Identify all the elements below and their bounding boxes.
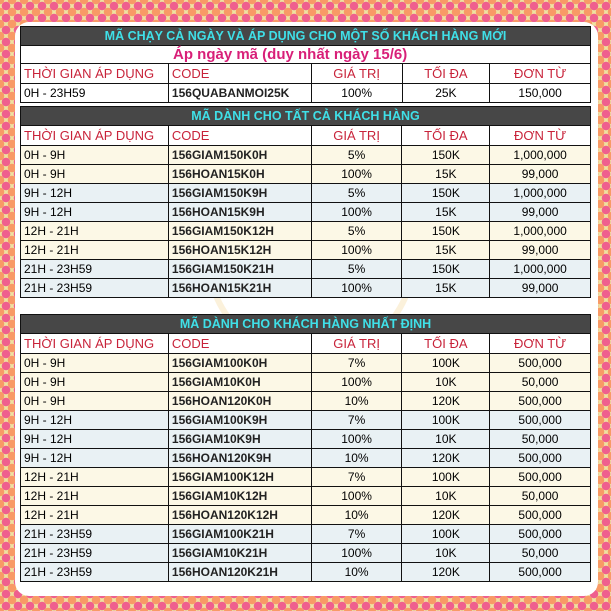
column-header: GIÁ TRỊ — [311, 334, 402, 354]
code-cell: 156GIAM150K12H — [168, 222, 311, 241]
table-all-customers — [20, 106, 591, 298]
max-cell: 120K — [402, 392, 490, 411]
value-cell: 5% — [311, 260, 402, 279]
code-cell: 156GIAM100K9H — [168, 411, 311, 430]
min-order-cell: 500,000 — [490, 392, 591, 411]
value-cell: 100% — [311, 279, 402, 298]
code-cell: 156HOAN120K21H — [168, 563, 311, 582]
column-header: TỐI ĐA — [402, 126, 490, 146]
time-cell: 21H - 23H59 — [21, 260, 169, 279]
max-cell: 10K — [402, 544, 490, 563]
time-cell: 0H - 9H — [21, 392, 169, 411]
table-row — [21, 354, 591, 373]
code-cell: 156GIAM150K0H — [168, 146, 311, 165]
table-row — [21, 544, 591, 563]
max-cell: 150K — [402, 184, 490, 203]
code-cell: 156HOAN120K9H — [168, 449, 311, 468]
max-cell: 100K — [402, 354, 490, 373]
column-header: ĐƠN TỪ — [490, 334, 591, 354]
time-cell: 12H - 21H — [21, 222, 169, 241]
code-cell: 156HOAN15K12H — [168, 241, 311, 260]
value-cell: 5% — [311, 146, 402, 165]
value-cell: 100% — [311, 373, 402, 392]
value-cell: 7% — [311, 354, 402, 373]
time-cell: 12H - 21H — [21, 487, 169, 506]
column-header: ĐƠN TỪ — [490, 64, 591, 84]
min-order-cell: 1,000,000 — [490, 260, 591, 279]
max-cell: 15K — [402, 203, 490, 222]
min-order-cell: 500,000 — [490, 468, 591, 487]
code-cell: 156GIAM10K12H — [168, 487, 311, 506]
value-cell: 7% — [311, 525, 402, 544]
table-row — [21, 373, 591, 392]
code-cell: 156GIAM100K0H — [168, 354, 311, 373]
max-cell: 25K — [402, 84, 490, 103]
max-cell: 10K — [402, 373, 490, 392]
time-cell: 12H - 21H — [21, 506, 169, 525]
value-cell: 100% — [311, 544, 402, 563]
time-cell: 21H - 23H59 — [21, 563, 169, 582]
time-cell: 9H - 12H — [21, 411, 169, 430]
table-title: MÃ DÀNH CHO KHÁCH HÀNG NHẤT ĐỊNH — [21, 315, 591, 334]
max-cell: 10K — [402, 430, 490, 449]
column-header: CODE — [168, 64, 311, 84]
max-cell: 150K — [402, 222, 490, 241]
value-cell: 5% — [311, 222, 402, 241]
value-cell: 7% — [311, 411, 402, 430]
min-order-cell: 50,000 — [490, 373, 591, 392]
column-header-row — [21, 126, 591, 146]
value-cell: 7% — [311, 468, 402, 487]
max-cell: 15K — [402, 241, 490, 260]
table-row — [21, 84, 591, 103]
time-cell: 21H - 23H59 — [21, 525, 169, 544]
min-order-cell: 50,000 — [490, 544, 591, 563]
max-cell: 100K — [402, 411, 490, 430]
code-cell: 156GIAM100K12H — [168, 468, 311, 487]
min-order-cell: 99,000 — [490, 165, 591, 184]
code-cell: 156HOAN15K9H — [168, 203, 311, 222]
table-row — [21, 260, 591, 279]
time-cell: 9H - 12H — [21, 449, 169, 468]
time-cell: 12H - 21H — [21, 241, 169, 260]
table-title: MÃ CHẠY CẢ NGÀY VÀ ÁP DỤNG CHO MỘT SỐ KHÁCH HÀNG MỚI — [21, 27, 591, 46]
max-cell: 15K — [402, 279, 490, 298]
column-header: ĐƠN TỪ — [490, 126, 591, 146]
time-cell: 9H - 12H — [21, 430, 169, 449]
value-cell: 100% — [311, 203, 402, 222]
time-cell: 0H - 9H — [21, 373, 169, 392]
value-cell: 10% — [311, 563, 402, 582]
max-cell: 120K — [402, 449, 490, 468]
code-cell: 156QUABANMOI25K — [168, 84, 311, 103]
min-order-cell: 1,000,000 — [490, 222, 591, 241]
value-cell: 100% — [311, 84, 402, 103]
column-header: THỜI GIAN ÁP DỤNG — [21, 64, 169, 84]
code-cell: 156GIAM10K0H — [168, 373, 311, 392]
value-cell: 100% — [311, 165, 402, 184]
time-cell: 9H - 12H — [21, 184, 169, 203]
column-header: THỜI GIAN ÁP DỤNG — [21, 334, 169, 354]
table-row — [21, 487, 591, 506]
max-cell: 100K — [402, 468, 490, 487]
column-header: CODE — [168, 126, 311, 146]
code-cell: 156GIAM10K21H — [168, 544, 311, 563]
value-cell: 100% — [311, 241, 402, 260]
min-order-cell: 99,000 — [490, 241, 591, 260]
min-order-cell: 1,000,000 — [490, 146, 591, 165]
max-cell: 120K — [402, 563, 490, 582]
overlay-note: Áp ngày mã (duy nhất ngày 15/6) — [21, 46, 591, 64]
column-header-row — [21, 64, 591, 84]
table-row — [21, 279, 591, 298]
max-cell: 120K — [402, 506, 490, 525]
time-cell: 0H - 9H — [21, 146, 169, 165]
code-cell: 156HOAN120K12H — [168, 506, 311, 525]
table-specific-customers — [20, 314, 591, 582]
table-row — [21, 468, 591, 487]
min-order-cell: 99,000 — [490, 279, 591, 298]
table-row — [21, 222, 591, 241]
code-cell: 156GIAM10K9H — [168, 430, 311, 449]
time-cell: 21H - 23H59 — [21, 544, 169, 563]
value-cell: 100% — [311, 430, 402, 449]
column-header-row — [21, 334, 591, 354]
table-row — [21, 392, 591, 411]
value-cell: 10% — [311, 506, 402, 525]
value-cell: 5% — [311, 184, 402, 203]
value-cell: 10% — [311, 392, 402, 411]
time-cell: 21H - 23H59 — [21, 279, 169, 298]
column-header: CODE — [168, 334, 311, 354]
min-order-cell: 500,000 — [490, 506, 591, 525]
time-cell: 0H - 23H59 — [21, 84, 169, 103]
table-row — [21, 525, 591, 544]
min-order-cell: 500,000 — [490, 411, 591, 430]
code-cell: 156HOAN120K0H — [168, 392, 311, 411]
table-row — [21, 203, 591, 222]
min-order-cell: 500,000 — [490, 449, 591, 468]
table-title: MÃ DÀNH CHO TẤT CẢ KHÁCH HÀNG — [21, 107, 591, 126]
min-order-cell: 1,000,000 — [490, 184, 591, 203]
table-row — [21, 184, 591, 203]
table-row — [21, 165, 591, 184]
table-row — [21, 449, 591, 468]
table-row — [21, 430, 591, 449]
code-cell: 156GIAM150K9H — [168, 184, 311, 203]
min-order-cell: 50,000 — [490, 487, 591, 506]
min-order-cell: 150,000 — [490, 84, 591, 103]
time-cell: 0H - 9H — [21, 165, 169, 184]
column-header: GIÁ TRỊ — [311, 64, 402, 84]
table-title-row — [21, 27, 591, 46]
max-cell: 150K — [402, 146, 490, 165]
column-header: TỐI ĐA — [402, 334, 490, 354]
table-row — [21, 146, 591, 165]
value-cell: 10% — [311, 449, 402, 468]
code-cell: 156GIAM150K21H — [168, 260, 311, 279]
time-cell: 12H - 21H — [21, 468, 169, 487]
min-order-cell: 500,000 — [490, 354, 591, 373]
table-row — [21, 411, 591, 430]
table-row — [21, 563, 591, 582]
column-header: THỜI GIAN ÁP DỤNG — [21, 126, 169, 146]
time-cell: 0H - 9H — [21, 354, 169, 373]
max-cell: 150K — [402, 260, 490, 279]
max-cell: 10K — [402, 487, 490, 506]
min-order-cell: 500,000 — [490, 563, 591, 582]
min-order-cell: 50,000 — [490, 430, 591, 449]
table-title-row — [21, 107, 591, 126]
table-row — [21, 241, 591, 260]
code-cell: 156HOAN15K0H — [168, 165, 311, 184]
value-cell: 100% — [311, 487, 402, 506]
max-cell: 100K — [402, 525, 490, 544]
column-header: TỐI ĐA — [402, 64, 490, 84]
table-title-row — [21, 315, 591, 334]
min-order-cell: 99,000 — [490, 203, 591, 222]
code-cell: 156HOAN15K21H — [168, 279, 311, 298]
max-cell: 15K — [402, 165, 490, 184]
table-new-customers — [20, 26, 591, 103]
code-cell: 156GIAM100K21H — [168, 525, 311, 544]
column-header: GIÁ TRỊ — [311, 126, 402, 146]
time-cell: 9H - 12H — [21, 203, 169, 222]
min-order-cell: 500,000 — [490, 525, 591, 544]
overlay-note-row — [21, 46, 591, 64]
table-row — [21, 506, 591, 525]
